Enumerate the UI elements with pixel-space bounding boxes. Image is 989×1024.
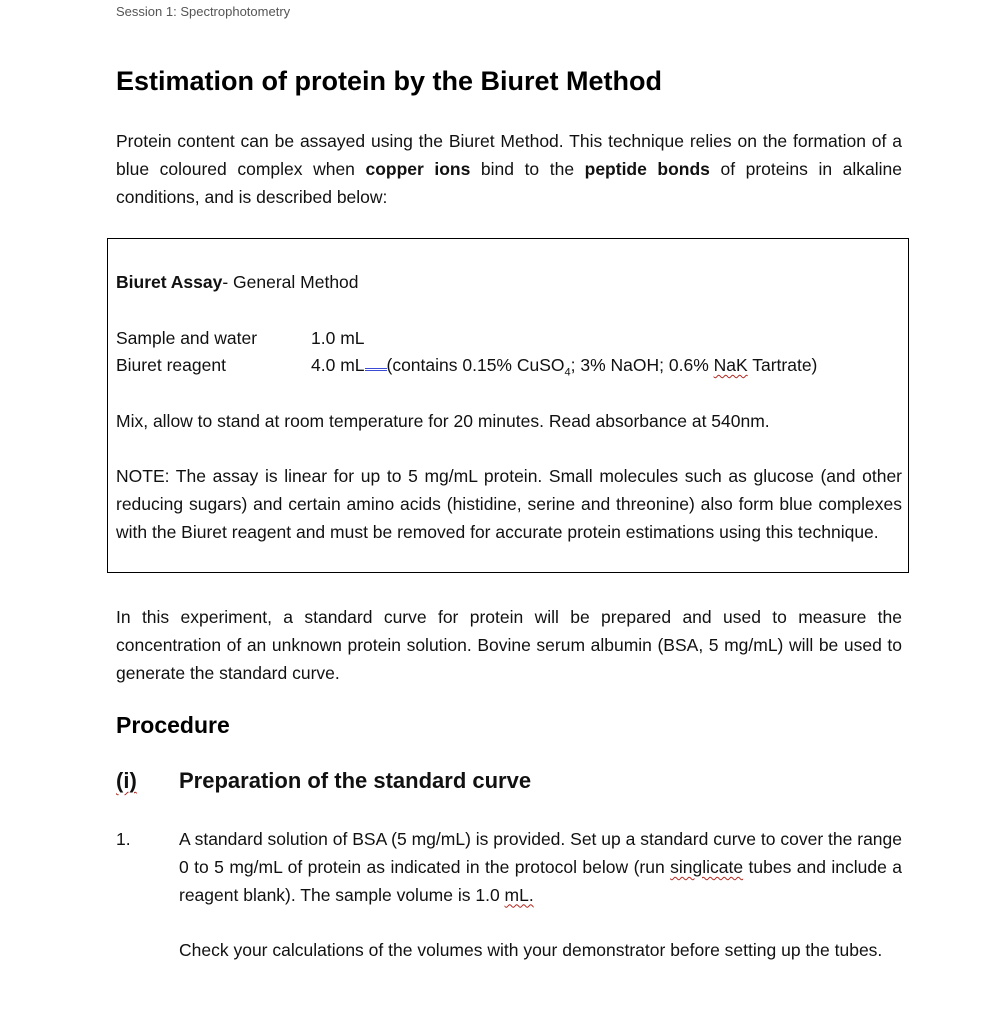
assay-heading-bold: Biuret Assay [116, 272, 223, 292]
reagent-composition-subscript: 4 [564, 366, 571, 379]
assay-row-value-group [311, 352, 817, 387]
step-text-1: A standard solution of BSA (5 mg/mL) is provided. Set up a standard curve to cover the range 0 to 5 mg/mL of protein as indicated in the protocol below (run [179, 829, 902, 877]
assay-row-sample [116, 325, 816, 353]
assay-note: NOTE: The assay is linear for up to 5 mg/mL protein. Small molecules such as glucose (and other reducing sugars) and certain amino acids (histidine, serine and threonine) also form blue complexes with the Biuret reagent and must be removed for accurate protein estimations using this technique. [116, 466, 902, 542]
reagent-composition-suffix: Tartrate) [747, 355, 818, 375]
section-title: Preparation of the standard curve [179, 768, 532, 793]
assay-row-value: 1.0 mL [311, 328, 365, 348]
biuret-assay-box [107, 238, 909, 573]
assay-row-label: Biuret reagent [116, 355, 226, 375]
intro-text-2: bind to the [470, 158, 585, 179]
intro-text-3: of proteins in alkaline conditions, and is described below: [116, 158, 902, 207]
grammar-double-underline [365, 353, 387, 371]
intro-text-1: Protein content can be assayed using the Biuret Method. This technique relies on the formation of a blue coloured complex when [116, 131, 902, 179]
page-title: Estimation of protein by the Biuret Method [116, 66, 662, 96]
assay-row-label: Sample and water [116, 328, 258, 348]
intro-bold-copper-ions: copper ions [365, 158, 471, 179]
assay-heading [116, 269, 359, 297]
mix-instruction: Mix, allow to stand at room temperature for 20 minutes. Read absorbance at 540nm. [116, 411, 770, 431]
section-numeral: (i) [116, 768, 137, 793]
experiment-paragraph: In this experiment, a standard curve for protein will be prepared and used to measure the concentration of an unknown protein solution. Bovine serum albumin (BSA, 5 mg/mL) will be used to generate the standard curve. [116, 607, 902, 683]
step-1-text [179, 826, 902, 909]
assay-heading-rest: - General Method [222, 272, 359, 292]
reagent-composition-prefix: (contains 0.15% CuSO [386, 355, 565, 375]
running-header: Session 1: Spectrophotometry [116, 4, 291, 19]
spellcheck-word-nak: NaK [713, 355, 748, 375]
spellcheck-word-ml: mL. [504, 884, 534, 905]
intro-bold-peptide-bonds: peptide bonds [584, 158, 710, 179]
intro-paragraph [116, 128, 902, 211]
assay-row-value: 4.0 mL [311, 355, 365, 375]
procedure-heading: Procedure [116, 712, 230, 738]
reagent-composition-mid: ; 3% NaOH; 0.6% [570, 355, 714, 375]
spellcheck-word-singlicate: singlicate [670, 856, 744, 877]
step-number: 1. [116, 829, 131, 849]
check-calculations-text: Check your calculations of the volumes with your demonstrator before setting up the tubes. [179, 940, 883, 960]
step-text-2: tubes and include a reagent blank). The sample volume is 1.0 [179, 856, 902, 905]
assay-row-reagent [116, 352, 896, 380]
